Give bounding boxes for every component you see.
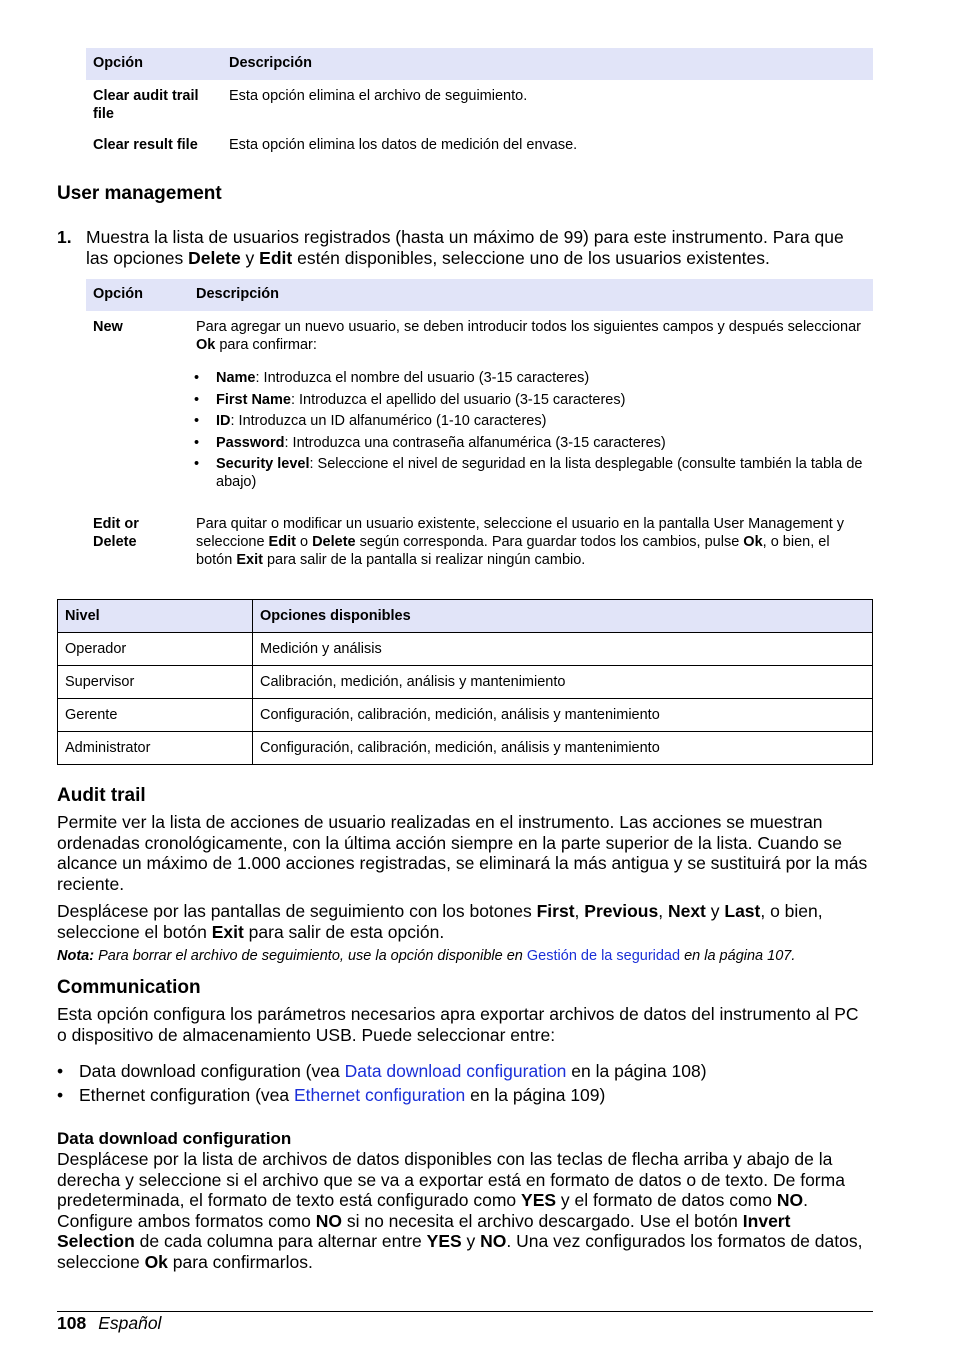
- footer-rule: [57, 1311, 873, 1312]
- table-header-level: Nivel: [58, 600, 253, 633]
- table-row: [58, 666, 873, 699]
- list-item: • Password: Introduzca una contraseña alfanumérica (3-15 caracteres): [194, 434, 871, 452]
- page-footer: [57, 1313, 161, 1334]
- table-row-option: New: [93, 319, 123, 335]
- table-row-option: Edit or Delete: [93, 516, 139, 550]
- options-cell: Configuración, calibración, medición, análisis y mantenimiento: [253, 699, 873, 732]
- table-header-option: Opción: [93, 55, 143, 71]
- step-number: 1.: [57, 227, 72, 247]
- audit-trail-note: Nota: Para borrar el archivo de seguimiento, use la opción disponible en Gestión de la seguridad en la página 107.: [57, 948, 796, 964]
- list-item: • First Name: Introduzca el apellido del usuario (3-15 caracteres): [194, 391, 871, 409]
- section-heading-user-management: User management: [57, 183, 222, 204]
- audit-trail-navigation-paragraph: Desplácese por las pantallas de seguimiento con los botones First, Previous, Next y Last, o bien, seleccione el botón Exit para salir de esta opción.: [57, 901, 823, 942]
- audit-trail-paragraph: Permite ver la lista de acciones de usuario realizadas en el instrumento. Las acciones se muestran ordenadas cronológicamente, con la última acción siempre en la parte superior de la lista. Cuando se alcance un máximo de 1.000 acciones registradas, se eliminará la más antigua y se sustituirá por la más reciente.: [57, 812, 868, 894]
- table-row: [58, 732, 873, 765]
- table-header: [58, 600, 873, 633]
- subsection-heading-data-download: Data download configuration: [57, 1129, 292, 1148]
- footer-language: Español: [98, 1313, 162, 1333]
- table-header: [86, 48, 873, 80]
- data-download-paragraph: Desplácese por la lista de archivos de datos disponibles con las teclas de flecha arriba y abajo de la derecha y seleccione si el archivo que se va a exportar está en formato de datos o de texto. De forma predeterminada, el formato de texto está configurado como YES y el formato de datos como NO. Configure ambos formatos como NO si no necesita el archivo descargado. Use el botón Invert Selection de cada columna para alternar entre YES y NO. Una vez configurados los formatos de datos, seleccione Ok para confirmarlos.: [57, 1149, 863, 1272]
- security-levels-table: [57, 599, 873, 765]
- level-cell: Operador: [58, 633, 253, 666]
- communication-options-list: [57, 1061, 872, 1106]
- table-row-option: Clear result file: [93, 137, 198, 153]
- list-item: • Security level: Seleccione el nivel de seguridad en la lista desplegable (consulte también la tabla de abajo): [194, 455, 871, 491]
- note-label: Nota:: [57, 948, 95, 964]
- table-row-option: Clear audit trail file: [93, 88, 199, 122]
- list-item: • Data download configuration (vea Data download configuration en la página 108): [57, 1061, 872, 1082]
- ethernet-configuration-link[interactable]: Ethernet configuration: [294, 1085, 466, 1105]
- table-header-options: Opciones disponibles: [253, 600, 873, 633]
- list-item: • Ethernet configuration (vea Ethernet configuration en la página 109): [57, 1085, 872, 1106]
- level-cell: Gerente: [58, 699, 253, 732]
- options-cell: Configuración, calibración, medición, análisis y mantenimiento: [253, 732, 873, 765]
- table-header-description: Descripción: [229, 55, 312, 71]
- table-row-description: Para agregar un nuevo usuario, se deben introducir todos los siguientes campos y después seleccionar Ok para confirmar:: [196, 319, 861, 353]
- security-management-link[interactable]: Gestión de la seguridad: [526, 948, 681, 964]
- table-header-option: Opción: [93, 286, 143, 302]
- table-row-description: Para quitar o modificar un usuario existente, seleccione el usuario en la pantalla User Management y seleccione Edit o Delete según corresponda. Para guardar todos los cambios, pulse Ok, o bien, el botón Exit para salir de la pantalla si realizar ningún cambio.: [196, 516, 845, 568]
- step-text: Muestra la lista de usuarios registrados (hasta un máximo de 99) para este instrumento. Para que las opciones Delete y Edit estén disponibles, seleccione uno de los usuarios existentes.: [86, 227, 844, 268]
- table-row: [58, 633, 873, 666]
- table-row-description: Esta opción elimina el archivo de seguimiento.: [229, 88, 528, 104]
- list-item: • Name: Introduzca el nombre del usuario (3-15 caracteres): [194, 369, 871, 387]
- table-header-description: Descripción: [196, 286, 279, 302]
- table-row: [58, 699, 873, 732]
- page-number: 108: [57, 1313, 87, 1333]
- options-cell: Medición y análisis: [253, 633, 873, 666]
- new-user-fields-list: [194, 369, 871, 491]
- section-heading-communication: Communication: [57, 977, 201, 998]
- options-cell: Calibración, medición, análisis y mantenimiento: [253, 666, 873, 699]
- table-row-description: Esta opción elimina los datos de medición del envase.: [229, 137, 578, 153]
- list-item: • ID: Introduzca un ID alfanumérico (1-10 caracteres): [194, 412, 871, 430]
- level-cell: Supervisor: [58, 666, 253, 699]
- level-cell: Administrator: [58, 732, 253, 765]
- data-download-configuration-link[interactable]: Data download configuration: [344, 1061, 567, 1081]
- section-heading-audit-trail: Audit trail: [57, 785, 146, 806]
- communication-paragraph: Esta opción configura los parámetros necesarios apra exportar archivos de datos del instrumento al PC o dispositivo de almacenamiento USB. Puede seleccionar entre:: [57, 1004, 859, 1045]
